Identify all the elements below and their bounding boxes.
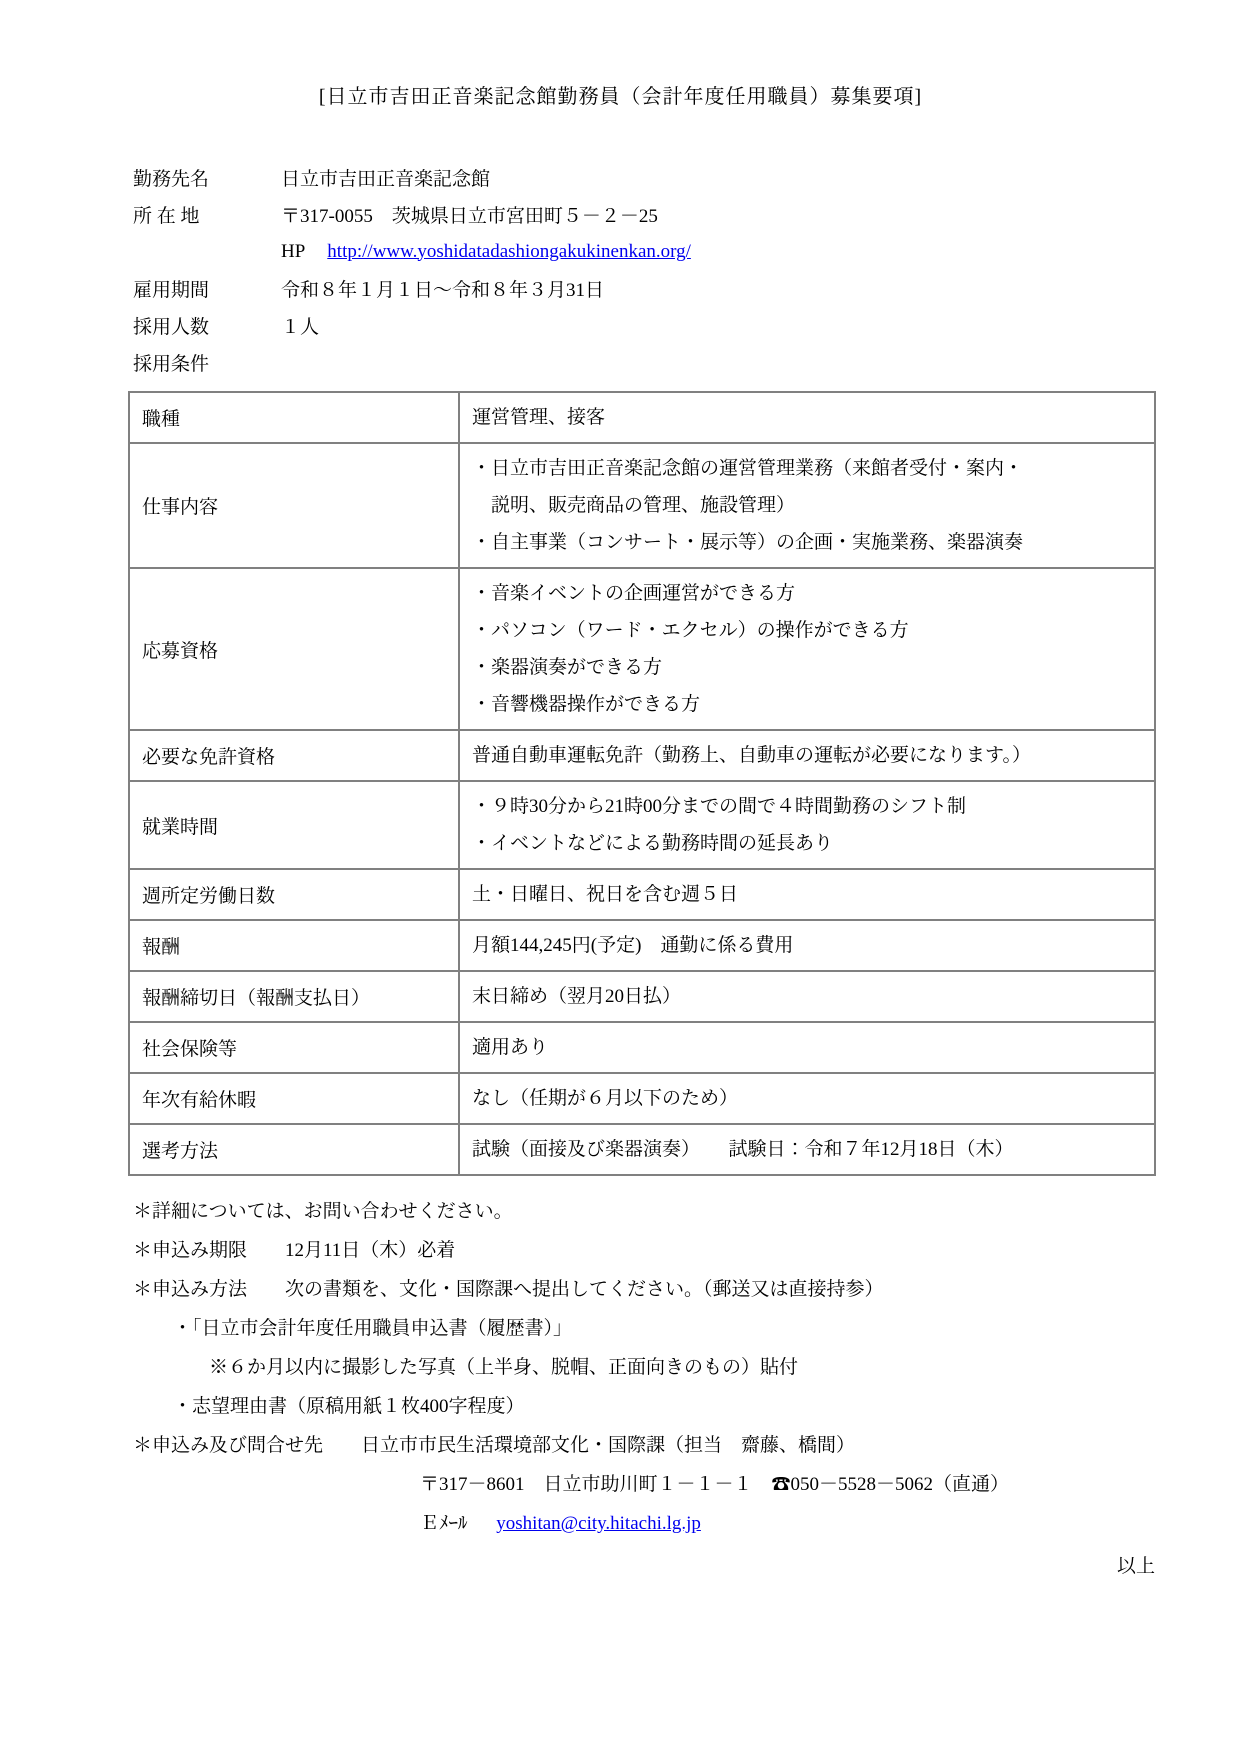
row-value-line: ・音響機器操作ができる方 [472, 694, 701, 715]
row-label: 選考方法 [129, 1124, 459, 1175]
table-row-shakai-hoken [129, 1022, 1155, 1073]
period-label: 雇用期間 [133, 280, 210, 301]
header-row-address [133, 196, 1241, 233]
row-value-line: ・９時30分から21時00分までの間で４時間勤務のシフト制 [472, 796, 967, 817]
email-label: Ｅﾒｰﾙ [420, 1513, 468, 1534]
row-label: 職種 [129, 392, 459, 443]
workplace-label: 勤務先名 [133, 169, 210, 190]
row-value [459, 392, 1155, 443]
period-value: 令和８年１月１日～令和８年３月31日 [281, 280, 605, 301]
row-label: 必要な免許資格 [129, 730, 459, 781]
notes-section [133, 1192, 1155, 1586]
hp-url-link[interactable]: http://www.yoshidatadashiongakukinenkan.org/ [327, 240, 691, 262]
row-value-line: ・パソコン（ワード・エクセル）の操作ができる方 [472, 620, 909, 641]
row-value [459, 869, 1155, 920]
row-value [459, 1073, 1155, 1124]
row-value [459, 730, 1155, 781]
row-value-line: 運営管理、接客 [472, 407, 606, 428]
page-title: [日立市吉田正音楽記念館勤務員（会計年度任用職員）募集要項] [318, 86, 923, 108]
table-row-rodo-nissu [129, 869, 1155, 920]
row-value-line: 土・日曜日、祝日を含む週５日 [472, 884, 739, 905]
row-value-line: 説明、販売商品の管理、施設管理） [491, 495, 796, 516]
row-value-line: ・音楽イベントの企画運営ができる方 [472, 583, 796, 604]
row-value-line: ・日立市吉田正音楽記念館の運営管理業務（来館者受付・案内・ [472, 458, 1024, 479]
table-row-hoshu [129, 920, 1155, 971]
conditions-label: 採用条件 [133, 354, 210, 375]
row-value-line: ・イベントなどによる勤務時間の延長あり [472, 833, 834, 854]
row-value-line: なし（任期が６月以下のため） [472, 1088, 739, 1109]
header-row-workplace [133, 159, 1241, 196]
table-row-shigoto-naiyo [129, 443, 1155, 568]
row-value [459, 568, 1155, 730]
table-row-shokushu [129, 392, 1155, 443]
note-contact: ＊申込み及び問合せ先 日立市市民生活環境部文化・国際課（担当 齋藤、橋間） [133, 1435, 856, 1456]
row-value [459, 1022, 1155, 1073]
note-document-1: ・「日立市会計年度任用職員申込書（履歴書）」 [173, 1318, 573, 1339]
address-value: 〒317-0055 茨城県日立市宮田町５－２－25 [281, 206, 658, 227]
headcount-label: 採用人数 [133, 317, 210, 338]
row-value-line: 試験（面接及び楽器演奏） 試験日：令和７年12月18日（木） [472, 1139, 1014, 1160]
table-row-obo-shikaku [129, 568, 1155, 730]
row-value-line: ・自主事業（コンサート・展示等）の企画・実施業務、楽器演奏 [472, 532, 1024, 553]
row-value-line: 末日締め（翌月20日払） [472, 986, 682, 1007]
contact-address: 〒317－8601 日立市助川町１－１－１ ☎050－5528－5062（直通） [420, 1474, 1010, 1495]
row-label: 社会保険等 [129, 1022, 459, 1073]
row-label: 週所定労働日数 [129, 869, 459, 920]
table-row-menkyo [129, 730, 1155, 781]
row-label: 報酬締切日（報酬支払日） [129, 971, 459, 1022]
row-value [459, 971, 1155, 1022]
row-value [459, 1124, 1155, 1175]
row-label: 応募資格 [129, 568, 459, 730]
row-label: 報酬 [129, 920, 459, 971]
note-method: ＊申込み方法 次の書類を、文化・国際課へ提出してください。（郵送又は直接持参） [133, 1279, 884, 1300]
row-label: 仕事内容 [129, 443, 459, 568]
header-row-period [133, 270, 1241, 307]
table-row-senko-hoho [129, 1124, 1155, 1175]
conditions-table [128, 391, 1156, 1176]
row-value-line: ・楽器演奏ができる方 [472, 657, 663, 678]
row-label: 年次有給休暇 [129, 1073, 459, 1124]
note-deadline: ＊申込み期限 12月11日（木）必着 [133, 1240, 456, 1261]
header-row-conditions [133, 344, 1241, 381]
closing-ijou: 以上 [1116, 1556, 1155, 1577]
row-label: 就業時間 [129, 781, 459, 869]
row-value-line: 月額144,245円(予定) 通勤に係る費用 [472, 935, 794, 956]
workplace-value: 日立市吉田正音楽記念館 [281, 169, 491, 190]
address-label: 所 在 地 [133, 206, 200, 227]
hp-label: HP [281, 240, 306, 262]
header-row-hp [133, 233, 1241, 270]
headcount-value: １人 [281, 317, 320, 338]
table-row-shugyo-jikan [129, 781, 1155, 869]
note-photo-requirement: ※６か月以内に撮影した写真（上半身、脱帽、正面向きのもの）貼付 [209, 1357, 799, 1378]
row-value [459, 443, 1155, 568]
row-value [459, 781, 1155, 869]
row-value-line: 普通自動車運転免許（勤務上、自動車の運転が必要になります。） [472, 745, 1031, 766]
note-document-2: ・志望理由書（原稿用紙１枚400字程度） [173, 1396, 525, 1417]
table-row-yukyu-kyuka [129, 1073, 1155, 1124]
header-row-headcount [133, 307, 1241, 344]
table-row-hoshu-shimekiri [129, 971, 1155, 1022]
email-link[interactable]: yoshitan@city.hitachi.lg.jp [496, 1513, 701, 1534]
row-value-line: 適用あり [472, 1037, 549, 1058]
header-info [133, 159, 1241, 381]
contact-email-row [133, 1504, 1155, 1543]
note-detail: ＊詳細については、お問い合わせください。 [133, 1201, 513, 1222]
row-value [459, 920, 1155, 971]
